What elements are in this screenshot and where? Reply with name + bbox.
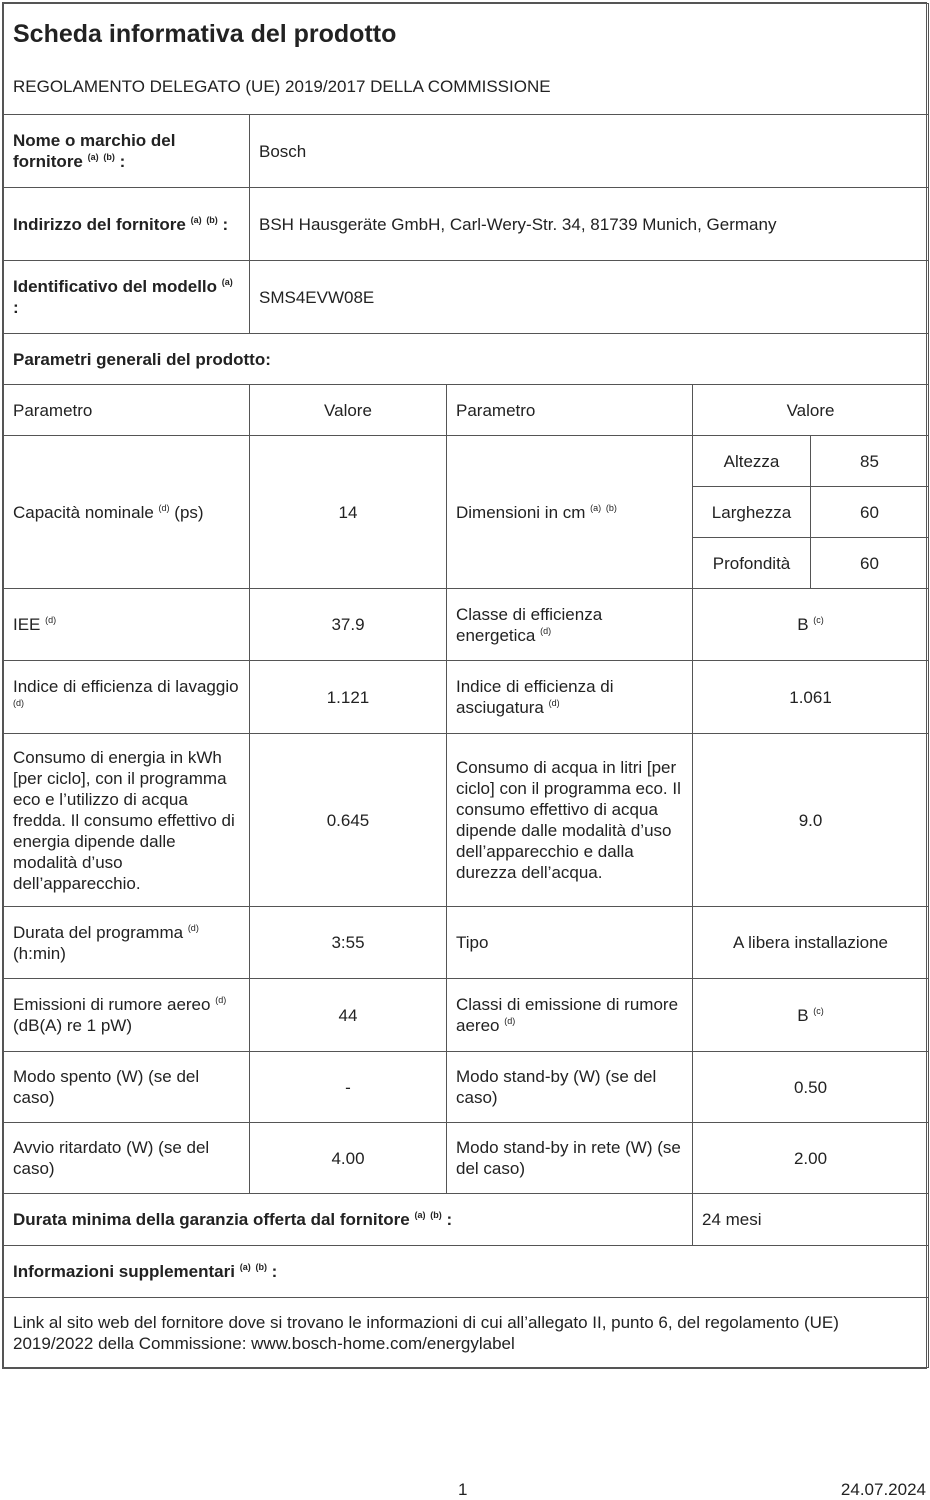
noise-value: 44: [250, 979, 447, 1052]
height-value: 85: [811, 436, 929, 487]
supplementary-info-label: Informazioni supplementari $^{(a)}$ $^{(b)}$ :: [4, 1246, 929, 1298]
off-mode-label: Modo spento (W) (se del caso): [4, 1052, 250, 1123]
network-standby-label: Modo stand-by in rete (W) (se del caso): [447, 1123, 693, 1194]
energy-class-value: B $^{(c)}$: [693, 589, 929, 661]
noise-class-value: B $^{(c)}$: [693, 979, 929, 1052]
delay-start-value: 4.00: [250, 1123, 447, 1194]
column-header-parameter: Parametro: [4, 385, 250, 436]
regulation-title: REGOLAMENTO DELEGATO (UE) 2019/2017 DELLA COMMISSIONE: [4, 60, 929, 115]
product-information-sheet: [2, 2, 927, 1369]
standby-value: 0.50: [693, 1052, 929, 1123]
supplier-address-label: Indirizzo del fornitore $^{(a)}$ $^{(b)}$ :: [4, 188, 250, 261]
model-id-label: Identificativo del modello $^{(a)}$ :: [4, 261, 250, 334]
energy-consumption-value: 0.645: [250, 734, 447, 907]
width-label: Larghezza: [693, 487, 811, 538]
info-table: [3, 3, 929, 1368]
warranty-label: Durata minima della garanzia offerta dal fornitore $^{(a)}$ $^{(b)}$ :: [4, 1194, 693, 1246]
network-standby-value: 2.00: [693, 1123, 929, 1194]
column-header-parameter: Parametro: [447, 385, 693, 436]
wash-index-label: Indice di efficienza di lavaggio $^{(d)}$: [4, 661, 250, 734]
energy-consumption-label: Consumo di energia in kWh [per ciclo], con il programma eco e l’utilizzo di acqua fredda. Il consumo effettivo di energia dipende dalle modalità d’uso dell’apparecchio.: [4, 734, 250, 907]
model-id-value: SMS4EVW08E: [250, 261, 929, 334]
depth-label: Profondità: [693, 538, 811, 589]
supplier-address-value: BSH Hausgeräte GmbH, Carl-Wery-Str. 34, 81739 Munich, Germany: [250, 188, 929, 261]
supplementary-info-text: Link al sito web del fornitore dove si trovano le informazioni di cui all’allegato II, punto 6, del regolamento (UE) 2019/2022 della Commissione: www.bosch-home.com/energylabel: [4, 1298, 929, 1368]
water-consumption-label: Consumo di acqua in litri [per ciclo] con il programma eco. Il consumo effettivo di acqua dipende dalle modalità d’uso dell’apparecchio e dalla durezza dell’acqua.: [447, 734, 693, 907]
general-parameters-title: Parametri generali del prodotto:: [4, 334, 929, 385]
dry-index-label: Indice di efficienza di asciugatura $^{(d)}$: [447, 661, 693, 734]
wash-index-value: 1.121: [250, 661, 447, 734]
supplier-name-value: Bosch: [250, 115, 929, 188]
type-label: Tipo: [447, 907, 693, 979]
type-value: A libera installazione: [693, 907, 929, 979]
dry-index-value: 1.061: [693, 661, 929, 734]
energy-class-label: Classe di efficienza energetica $^{(d)}$: [447, 589, 693, 661]
iee-label: IEE $^{(d)}$: [4, 589, 250, 661]
height-label: Altezza: [693, 436, 811, 487]
warranty-value: 24 mesi: [693, 1194, 929, 1246]
off-mode-value: -: [250, 1052, 447, 1123]
capacity-label: Capacità nominale $^{(d)}$ (ps): [4, 436, 250, 589]
depth-value: 60: [811, 538, 929, 589]
noise-label: Emissioni di rumore aereo $^{(d)}$ (dB(A) re 1 pW): [4, 979, 250, 1052]
water-consumption-value: 9.0: [693, 734, 929, 907]
width-value: 60: [811, 487, 929, 538]
noise-class-label: Classi di emissione di rumore aereo $^{(d)}$: [447, 979, 693, 1052]
column-header-value: Valore: [250, 385, 447, 436]
page-number: 1: [458, 1480, 468, 1499]
iee-value: 37.9: [250, 589, 447, 661]
delay-start-label: Avvio ritardato (W) (se del caso): [4, 1123, 250, 1194]
dimensions-label: Dimensioni in cm $^{(a)}$ $^{(b)}$: [447, 436, 693, 589]
capacity-value: 14: [250, 436, 447, 589]
supplier-name-label: Nome o marchio del fornitore $^{(a)}$ $^{(b)}$ :: [4, 115, 250, 188]
column-header-value: Valore: [693, 385, 929, 436]
document-date: 24.07.2024: [840, 1480, 926, 1499]
duration-label: Durata del programma $^{(d)}$ (h:min): [4, 907, 250, 979]
standby-label: Modo stand-by (W) (se del caso): [447, 1052, 693, 1123]
duration-value: 3:55: [250, 907, 447, 979]
page-title: Scheda informativa del prodotto: [4, 4, 929, 60]
